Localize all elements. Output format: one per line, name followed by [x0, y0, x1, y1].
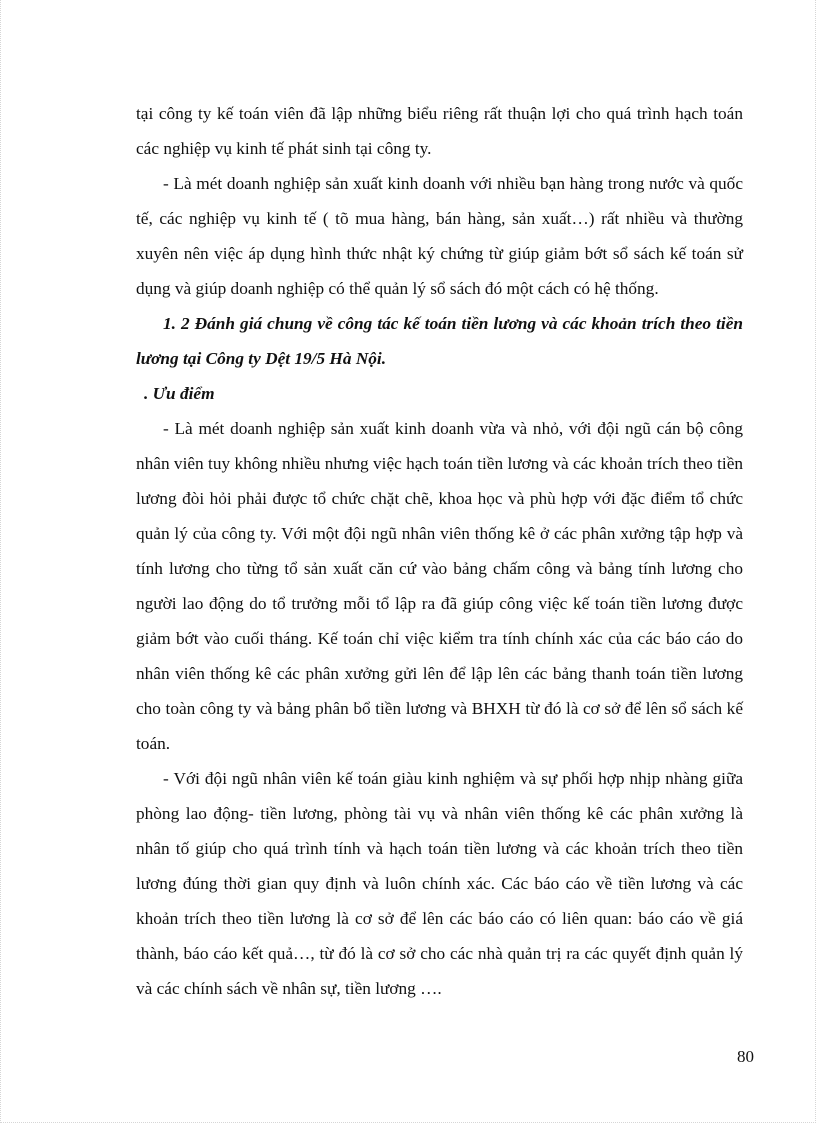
- paragraph-business-scope: - Là mét doanh nghiệp sản xuất kinh doanh với nhiều bạn hàng trong nước và quốc tế, các nghiệp vụ kinh tế ( tõ mua hàng, bán hàng, sản xuất…) rất nhiều và thường xuyên nên việc áp dụng hình thức nhật ký chứng từ giúp giảm bớt sổ sách kế toán sử dụng và giúp doanh nghiệp có thể quản lý sổ sách đó một cách có hệ thống.: [136, 174, 743, 298]
- page-number: 80: [737, 1047, 754, 1066]
- page-body: [136, 96, 743, 1006]
- paragraph-continuation: tại công ty kế toán viên đã lập những biểu riêng rất thuận lợi cho quá trình hạch toán các nghiệp vụ kinh tế phát sinh tại công ty.: [136, 104, 743, 158]
- subsection-heading-advantages: . Ưu điểm: [144, 384, 215, 403]
- paragraph-advantage-1: - Là mét doanh nghiệp sản xuất kinh doanh vừa và nhỏ, với đội ngũ cán bộ công nhân viên tuy không nhiều nhưng việc hạch toán tiền lương và các khoản trích theo tiền lương đòi hỏi phải được tổ chức chặt chẽ, khoa học và phù hợp với đặc điểm tổ chức quản lý của công ty. Với một đội ngũ nhân viên thống kê ở các phân xưởng tập hợp và tính lương cho từng tổ sản xuất căn cứ vào bảng chấm công và bảng tính lương cho người lao động do tổ trưởng mỗi tổ lập ra đã giúp công việc kế toán tiền lương được giảm bớt vào cuối tháng. Kế toán chỉ việc kiểm tra tính chính xác của các báo cáo do nhân viên thống kê các phân xưởng gửi lên để lập lên các bảng thanh toán tiền lương cho toàn công ty và bảng phân bổ tiền lương và BHXH từ đó là cơ sở để lên sổ sách kế toán.: [136, 419, 743, 753]
- section-heading: 1. 2 Đánh giá chung về công tác kế toán tiền lương và các khoản trích theo tiền lương tại Công ty Dệt 19/5 Hà Nội.: [136, 314, 743, 368]
- paragraph-advantage-2: - Với đội ngũ nhân viên kế toán giàu kinh nghiệm và sự phối hợp nhịp nhàng giữa phòng lao động- tiền lương, phòng tài vụ và nhân viên thống kê các phân xưởng là nhân tố giúp cho quá trình tính và hạch toán tiền lương và các khoản trích theo tiền lương đúng thời gian quy định và luôn chính xác. Các báo cáo về tiền lương và các khoản trích theo tiền lương là cơ sở để lên các báo cáo có liên quan: báo cáo về giá thành, báo cáo kết quả…, từ đó là cơ sở cho các nhà quản trị ra các quyết định quản lý và các chính sách về nhân sự, tiền lương ….: [136, 769, 743, 998]
